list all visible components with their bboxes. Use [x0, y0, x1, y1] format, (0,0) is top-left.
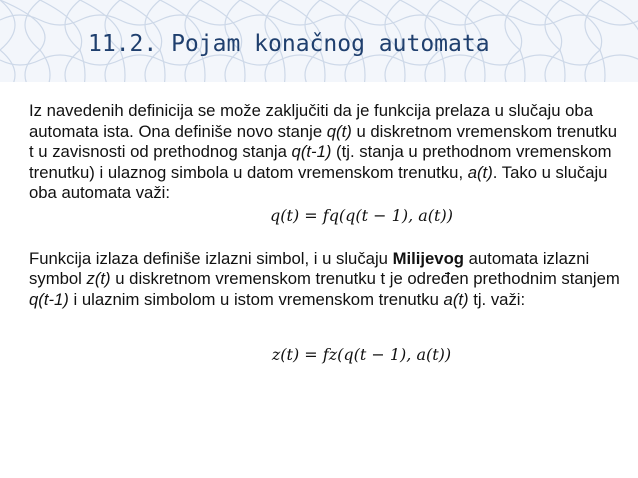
paragraph-output-function: [29, 249, 624, 311]
italic-term: q(t-1): [29, 289, 69, 309]
slide-body: [29, 101, 624, 367]
text-run: Funkcija izlaza definiše izlazni simbol, i u slučaju: [29, 248, 393, 268]
slide-title: 11.2. Pojam konačnog automata: [88, 31, 490, 57]
formula-output: z(t) = fz(q(t − 1), a(t)): [271, 345, 452, 364]
text-run: automata izlazni symbol: [29, 248, 590, 288]
italic-term: q(t): [326, 121, 352, 141]
text-run: i ulaznim simbolom u istom vremenskom trenutku: [68, 289, 444, 309]
text-run: tj. važi:: [468, 289, 526, 309]
text-run: u diskretnom vremenskom trenutku t u zavisnosti od prethodnog stanja: [29, 121, 618, 161]
text-run: (tj. stanja u prethodnom vremenskom trenutku) i ulaznog simbola u datom vremenskom trenutku,: [29, 142, 612, 182]
spacer: [29, 310, 624, 331]
spacer: [29, 228, 624, 249]
italic-term: z(t): [86, 269, 111, 288]
italic-term: q(t-1): [291, 142, 332, 161]
italic-term: a(t): [467, 162, 493, 182]
bold-term: Milijevog: [392, 248, 464, 268]
italic-term: a(t): [443, 289, 469, 309]
text-run: u diskretnom vremenskom trenutku t je određen prethodnim stanjem: [110, 269, 620, 288]
header-band: [0, 0, 638, 82]
formula-transition: q(t) = fq(q(t − 1), a(t)): [270, 205, 453, 225]
text-run: . Tako u slučaju oba automata važi:: [29, 162, 608, 202]
text-run: Iz navedenih definicija se može zaključiti da je funkcija prelaza u slučaju oba automata ista. Ona definiše novo stanje: [29, 101, 593, 141]
paragraph-transition-function: [29, 101, 624, 204]
